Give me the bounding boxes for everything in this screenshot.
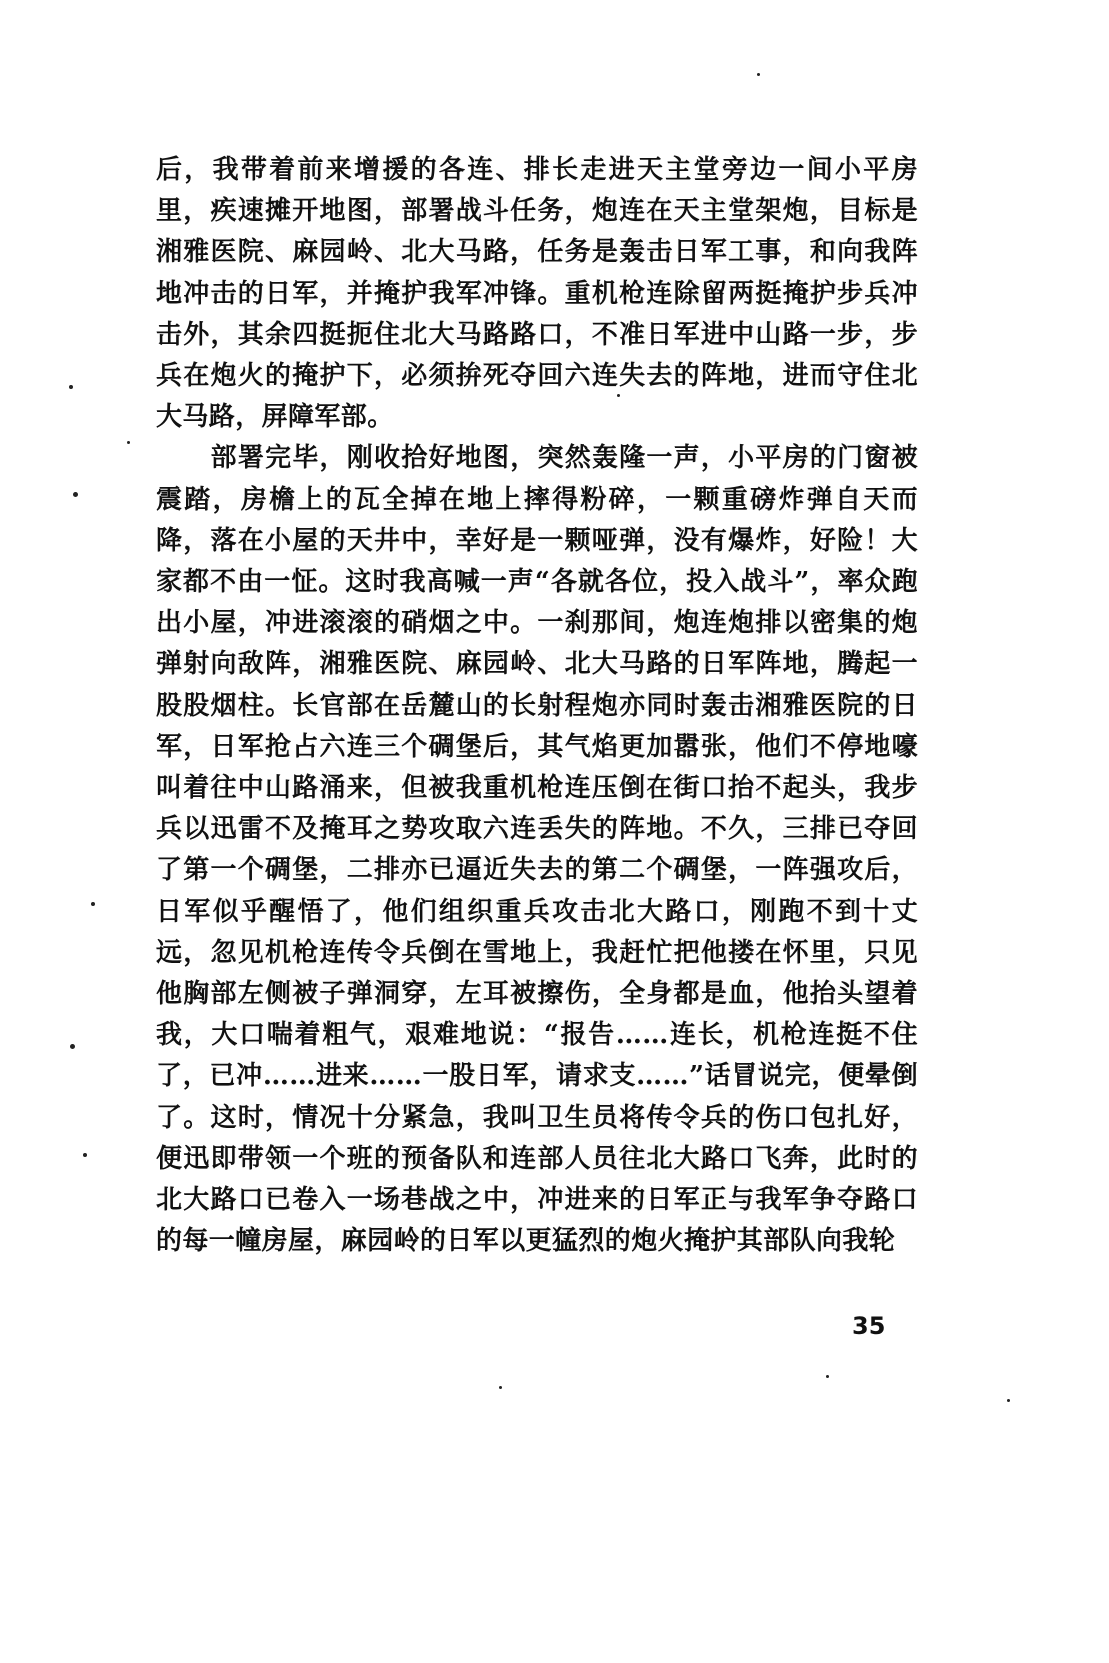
scan-speck [757,73,760,76]
scan-speck [1007,1399,1010,1402]
scan-speck [617,394,620,397]
scan-speck [69,385,73,389]
scan-speck [499,1386,502,1389]
scan-speck [83,1153,87,1157]
scan-speck [127,441,130,444]
body-text [156,150,918,1262]
scan-speck [73,492,78,497]
scan-speck [826,1375,829,1378]
paragraph-continued: 后，我带着前来增援的各连、排长走进天主堂旁边一间小平房里，疾速摊开地图，部署战斗任务，炮连在天主堂架炮，目标是湘雅医院、麻园岭、北大马路，任务是轰击日军工事，和向我阵地冲击的日军，并掩护我军冲锋。重机枪连除留两挺掩护步兵冲击外，其余四挺扼住北大马路路口，不准日军进中山路一步，步兵在炮火的掩护下，必须拚死夺回六连失去的阵地，进而守住北大马路，屏障军部。 [156,155,918,433]
scan-speck [91,902,95,906]
page-number: 35 [852,1312,886,1340]
scan-speck [70,1044,75,1049]
paragraph: 部署完毕，刚收拾好地图，突然轰隆一声，小平房的门窗被震踏，房檐上的瓦全掉在地上摔得粉碎，一颗重磅炸弹自天而降，落在小屋的天井中，幸好是一颗哑弹，没有爆炸，好险！大家都不由一怔。这时我高喊一声“各就各位，投入战斗”，率众跑出小屋，冲进滚滚的硝烟之中。一刹那间，炮连炮排以密集的炮弹射向敌阵，湘雅医院、麻园岭、北大马路的日军阵地，腾起一股股烟柱。长官部在岳麓山的长射程炮亦同时轰击湘雅医院的日军，日军抢占六连三个碉堡后，其气焰更加嚣张，他们不停地嚎叫着往中山路涌来，但被我重机枪连压倒在街口抬不起头，我步兵以迅雷不及掩耳之势攻取六连丢失的阵地。不久，三排已夺回了第一个碉堡，二排亦已逼近失去的第二个碉堡，一阵强攻后，日军似乎醒悟了，他们组织重兵攻击北大路口，刚跑不到十丈远，忽见机枪连传令兵倒在雪地上，我赶忙把他搂在怀里，只见他胸部左侧被子弹洞穿，左耳被擦伤，全身都是血，他抬头望着我，大口喘着粗气，艰难地说：“报告……连长，机枪连挺不住了，已冲……进来……一股日军，请求支……”话冒说完，便晕倒了。这时，情况十分紧急，我叫卫生员将传令兵的伤口包扎好，便迅即带领一个班的预备队和连部人员往北大路口飞奔，此时的北大路口已卷入一场巷战之中，冲进来的日军正与我军争夺路口的每一幢房屋，麻园岭的日军以更猛烈的炮火掩护其部队向我轮 [156,443,918,1257]
